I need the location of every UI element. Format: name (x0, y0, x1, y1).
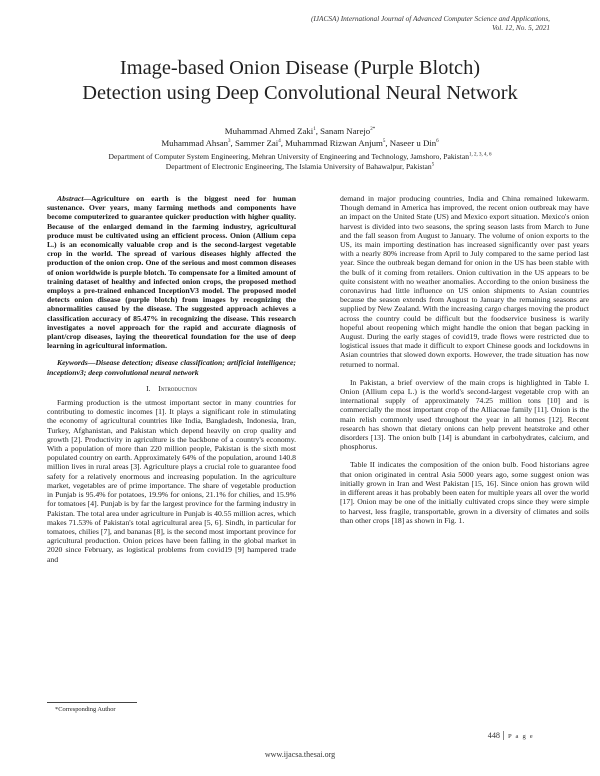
body-paragraph-1: demand in major producing countries, India and China remained lukewarm. Though demand in America has improved, the recent onion outbreak may have an impact on the United State (US) and Mexico export situation. Mexico's onion harvest is divided into two seasons, the spring season lasts from March to June and the fall season from August to January. The volume of onion exports to the US, its main importing destination has increased significantly over past years with a nearly 80% increase from April to July compared to the same period last year. Since the outbreak began demand for onion in the US has been stable with the bulk of it coming from retailers. Onion cultivation in the US appears to be quite consistent with no weather anomalies. According to the onion business the coronavirus had little influence on US onion shipments to Asian countries because the season extends from August to January the remaining seasons are supplied by New Zealand. With the increasing cargo charges moving the product across the country could be difficult but the foodservice business is warily hopeful about reopening which might handle the onion that began packing in August. During the early stages of covid19, trade flows were restricted due to logistical issues that made it difficult to export Chinese goods and lockdowns in Asian countries that slowed down exports. However, the trade situation has now returned to normal. (340, 194, 589, 369)
body-paragraph-3: Table II indicates the composition of the onion bulb. Food historians agree that onion originated in central Asia 5000 years ago, some suggest onion was initially grown in Iran and West Pakistan [15, 16]. Since onion has grown wild in different areas it has probably been eaten for multiple years all over the world [17]. Onion may be one of the initially cultivated crops since they were simple to harvest, less fragile, transportable, grown in a diversity of climates and soils than other crops [18] as shown in Fig. 1. (340, 460, 589, 525)
left-column (47, 194, 296, 564)
keywords: Keywords—Disease detection; disease classification; artificial intelligence; inceptionv3; deep convolutional neural network (47, 358, 296, 377)
body-paragraph-2: In Pakistan, a brief overview of the main crops is highlighted in Table I. Onion (Allium cepa L.) is the world's second-largest vegetable crop with an international supply of approximately 74.25 million tons [10] and is commercially the most important crop of the Alliaceae family [11]. Onion is the main relish commonly used throughout the year in all homes [12]. Recent research has shown that dietary onions can help prevent heatstroke and other disorders [13]. The onion bulb [14] is abundant in carbohydrates, calcium, and phosphorus. (340, 377, 589, 452)
author-name: , Sammer Zai (230, 137, 279, 148)
author-name: , Naseer u Din (385, 137, 437, 148)
affiliation-2 (0, 162, 600, 172)
journal-name: (IJACSA) International Journal of Advanced Computer Science and Applications, (310, 14, 550, 23)
affiliations (0, 152, 600, 173)
footnote-divider (47, 702, 137, 703)
section-heading (47, 384, 296, 393)
abstract-label: Abstract— (57, 194, 92, 203)
paper-title (0, 56, 600, 106)
intro-paragraph: Farming production is the utmost important sector in many countries for contributing to domestic incomes [1]. It plays a significant role in stimulating the economy of agricultural countries like India, Bangladesh, Indonesia, Iran, Turkey, Afghanistan, and Pakistan which depend heavily on crop quality and growth [2]. Productivity in agriculture is the backbone of a country's economy. With a population of more than 220 million people, Pakistan is the sixth most populated country on earth. Approximately 64% of the population, around 140.8 million lives in rural areas [3]. Agriculture plays a crucial role to guarantee food safety for a relatively enormous and increasing population. In the agriculture market, vegetables are of prime importance. The share of vegetable production in Punjab is 95.4% for potatoes, 19.9% for onions, 21.1% for chilies, and 15.9% for tomatoes [4]. Punjab is by far the largest province for the farming industry in Pakistan. The total area under agriculture in Punjab is 40.55 million acres, which makes 71.53% of Pakistan's total agricultural area [5, 6]. Sindh, in particular for tomatoes, chilies [7], and bananas [8], is the second most important province for agricultural production. Onion prices have been falling in the global market in 2020 since February, as logistical problems from covid19 [9] hampered trade and (47, 398, 296, 564)
affiliation-1 (0, 152, 600, 162)
author-sup: 1 (313, 127, 316, 133)
author-sup: 5 (382, 138, 386, 144)
running-header (311, 14, 550, 32)
author-list (0, 126, 600, 149)
page-number-block (487, 731, 534, 740)
author-sup: 2* (370, 127, 376, 133)
affiliation-text: Department of Electronic Engineering, The Islamia University of Bahawalpur, Pakistan (165, 162, 432, 172)
author-name: , Sanam Narejo (315, 126, 371, 136)
affiliation-sup: 1, 2, 3, 4, 6 (469, 152, 492, 158)
page-label: P a g e (508, 733, 534, 740)
abstract-text: Agriculture on earth is the biggest need for human sustenance. Over years, many farming methods and components have become computerized to guarantee quicker production with higher quality. Because of the enlarged demand in the farming industry, agricultural produce must be cultivated using an efficient process. Onion (Allium cepa L.) is an economically valuable crop and is the second-largest vegetable crop in the world. The spread of various diseases highly affected the production of the onion crop. One of the serious and most common diseases of onion worldwide is purple blotch. To compensate for a limited amount of training dataset of healthy and infected onion crops, the proposed method employs a pre-trained enhanced InceptionV3 model. The proposed model detects onion disease (purple blotch) from images by recognizing the abnormalities caused by the disease. The suggested approach achieves a classification accuracy of 85.47% in recognizing the disease. This research investigates a novel approach for the rapid and accurate diagnosis of plant/crop diseases, laying the theoretical foundation for the use of deep learning in agricultural information. (47, 194, 296, 351)
title-line-1: Image-based Onion Disease (Purple Blotch) (119, 57, 481, 79)
author-sup: 4 (278, 138, 281, 144)
affiliation-text: Department of Computer System Engineering, Mehran University of Engineering and Technology, Jamshoro, Pakistan (108, 152, 470, 161)
author-line-1 (0, 126, 600, 138)
author-sup: 6 (436, 138, 439, 144)
journal-volume: Vol. 12, No. 5, 2021 (492, 23, 550, 32)
author-name: Muhammad Ahsan (161, 137, 229, 148)
page-number: 448 (487, 731, 500, 740)
journal-url: www.ijacsa.thesai.org (264, 750, 336, 759)
author-sup: 3 (228, 138, 231, 144)
author-name: Muhammad Ahmed Zaki (224, 126, 314, 136)
right-column (340, 194, 589, 534)
footnote: *Corresponding Author (55, 706, 116, 713)
section-title: Introduction (158, 383, 197, 393)
section-number: I. (146, 383, 151, 393)
affiliation-sup: 5 (431, 162, 435, 168)
title-line-2: Detection using Deep Convolutional Neural Network (82, 82, 518, 104)
author-name: , Muhammad Rizwan Anjum (280, 137, 383, 148)
author-line-2 (0, 138, 600, 150)
abstract (47, 194, 296, 350)
